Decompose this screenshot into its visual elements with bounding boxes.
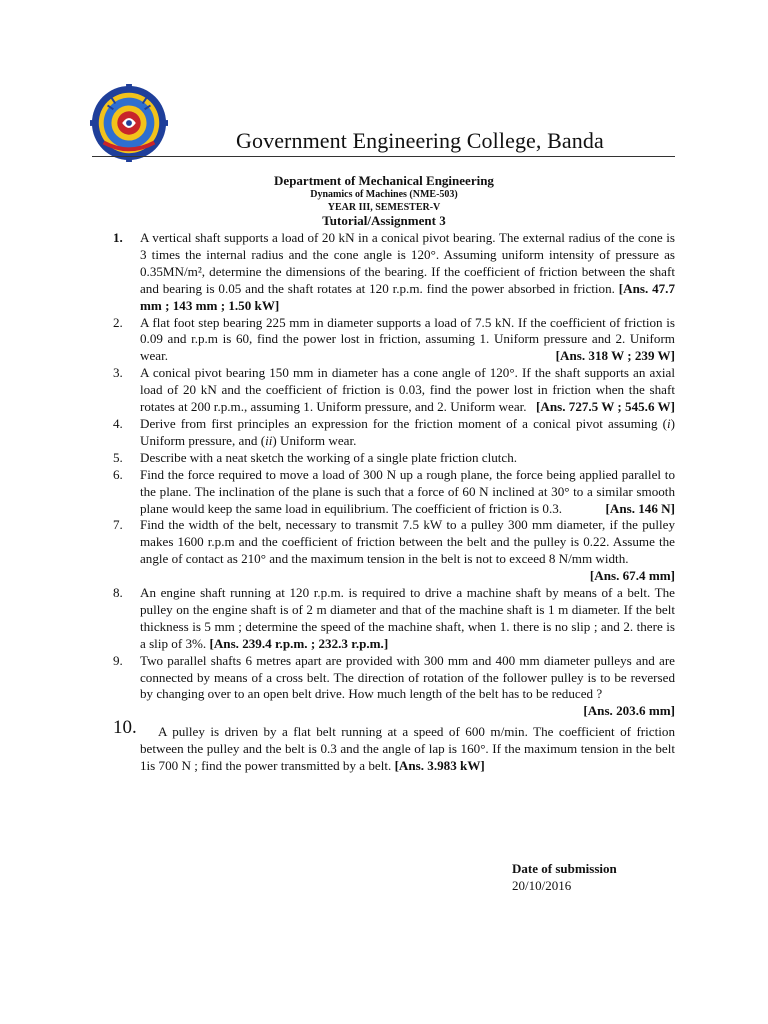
course-title: Dynamics of Machines (NME-503) <box>310 189 458 200</box>
question-text: An engine shaft running at 120 r.p.m. is required to drive a machine shaft by means of a belt. The pulley on the engine shaft is of 2 m diameter and that of the machine shaft is 1 m diameter. If the belt thickness is 5 mm ; determine the speed of the machine shaft, when 1. there is no slip ; and 2. there is a slip of 3%. <box>140 585 675 651</box>
question-text: Find the force required to move a load of 300 N up a rough plane, the force being applied parallel to the plane. The inclination of the plane is such that a force of 60 N inclined at 30° to a similar smooth plane would keep the same load in equilibrium. The coefficient of friction is 0.3. <box>140 466 675 516</box>
question-item <box>113 517 675 585</box>
submission-block <box>512 860 617 894</box>
year-semester: YEAR III, SEMESTER-V <box>327 202 441 213</box>
answer: [Ans. 727.5 W ; 545.6 W] <box>536 399 675 415</box>
question-item <box>113 230 675 315</box>
question-number: 2. <box>113 314 123 330</box>
question-number: 3. <box>113 365 123 381</box>
question-text: Two parallel shafts 6 metres apart are provided with 300 mm and 400 mm diameter pulleys and are connected by means of a cross belt. The direction of rotation of the follower pulley is to be reversed by changing over to an open belt drive. How much length of the belt has to be reduced ? <box>140 652 675 702</box>
answer: [Ans. 239.4 r.p.m. ; 232.3 r.p.m.] <box>209 635 389 651</box>
department-title: Department of Mechanical Engineering <box>274 173 494 188</box>
question-item <box>113 585 675 653</box>
question-text: A conical pivot bearing 150 mm in diameter has a cone angle of 120°. If the shaft supports an axial load of 20 kN and the coefficient of friction is 0.03, find the power lost in friction when the shaft rotates at 200 r.p.m., assuming 1. Uniform pressure, and 2. Uniform wear. <box>140 365 675 415</box>
header-divider <box>92 156 675 157</box>
question-item <box>113 653 675 721</box>
question-number: 9. <box>113 652 123 668</box>
answer: [Ans. 47.7 mm ; 143 mm ; 1.50 kW] <box>140 280 675 313</box>
question-text: A vertical shaft supports a load of 20 kN in a conical pivot bearing. The external radius of the cone is 3 times the internal radius and the cone angle is 120°. Assuming uniform intensity of pressure as 0.35MN/m², determine the dimensions of the bearing. If the coefficient of friction between the shaft and bearing is 0.05 and the shaft rotates at 120 r.p.m. find the power absorbed in friction. <box>140 230 675 296</box>
logo-gear-ring <box>90 84 168 162</box>
submission-label: Date of submission <box>512 861 617 876</box>
question-number: 6. <box>113 466 123 482</box>
answer: [Ans. 3.983 kW] <box>394 758 485 774</box>
question-text: Describe with a neat sketch the working of a single plate friction clutch. <box>140 449 518 465</box>
question-item <box>113 416 675 450</box>
question-item <box>113 450 675 467</box>
answer: [Ans. 67.4 mm] <box>589 568 675 584</box>
question-number: 5. <box>113 449 123 465</box>
question-item <box>113 365 675 416</box>
answer: [Ans. 203.6 mm] <box>583 703 675 719</box>
tutorial-title: Tutorial/Assignment 3 <box>322 213 446 228</box>
question-number: 4. <box>113 415 123 431</box>
answer: [Ans. 318 W ; 239 W] <box>555 348 675 364</box>
question-text: A flat foot step bearing 225 mm in diameter supports a load of 7.5 kN. If the coefficient of friction is 0.09 and r.p.m is 60, find the power lost in friction, assuming 1. Uniform pressure and 2. Uniform wear. <box>140 314 675 364</box>
question-number: 10. <box>113 717 137 739</box>
question-list <box>113 230 675 775</box>
college-name: Government Engineering College, Banda <box>236 128 604 153</box>
question-item <box>113 315 675 366</box>
question-number: 8. <box>113 585 123 601</box>
question-item <box>113 717 675 775</box>
question-item <box>113 467 675 518</box>
question-text: Derive from first principles an expression for the friction moment of a conical pivot assuming (i) Uniform pressure, and (ii) Uniform wear. <box>140 415 675 448</box>
question-number: 1. <box>113 230 123 245</box>
answer: [Ans. 146 N] <box>605 500 675 516</box>
question-text: A pulley is driven by a flat belt running at a speed of 600 m/min. The coefficient of friction between the pulley and the belt is 0.3 and the angle of lap is 160°. If the maximum tension in the belt 1is 700 N ; find the power transmitted by a belt. <box>140 724 675 774</box>
question-text: Find the width of the belt, necessary to transmit 7.5 kW to a pulley 300 mm diameter, if the pulley makes 1600 r.p.m and the coefficient of friction between the belt and the pulley is 0.22. Assume the angle of contact as 210° and the maximum tension in the belt is not to exceed 8 N/mm width. <box>140 517 675 567</box>
question-number: 7. <box>113 517 123 533</box>
submission-date: 20/10/2016 <box>512 878 572 893</box>
college-logo-icon <box>90 84 168 162</box>
